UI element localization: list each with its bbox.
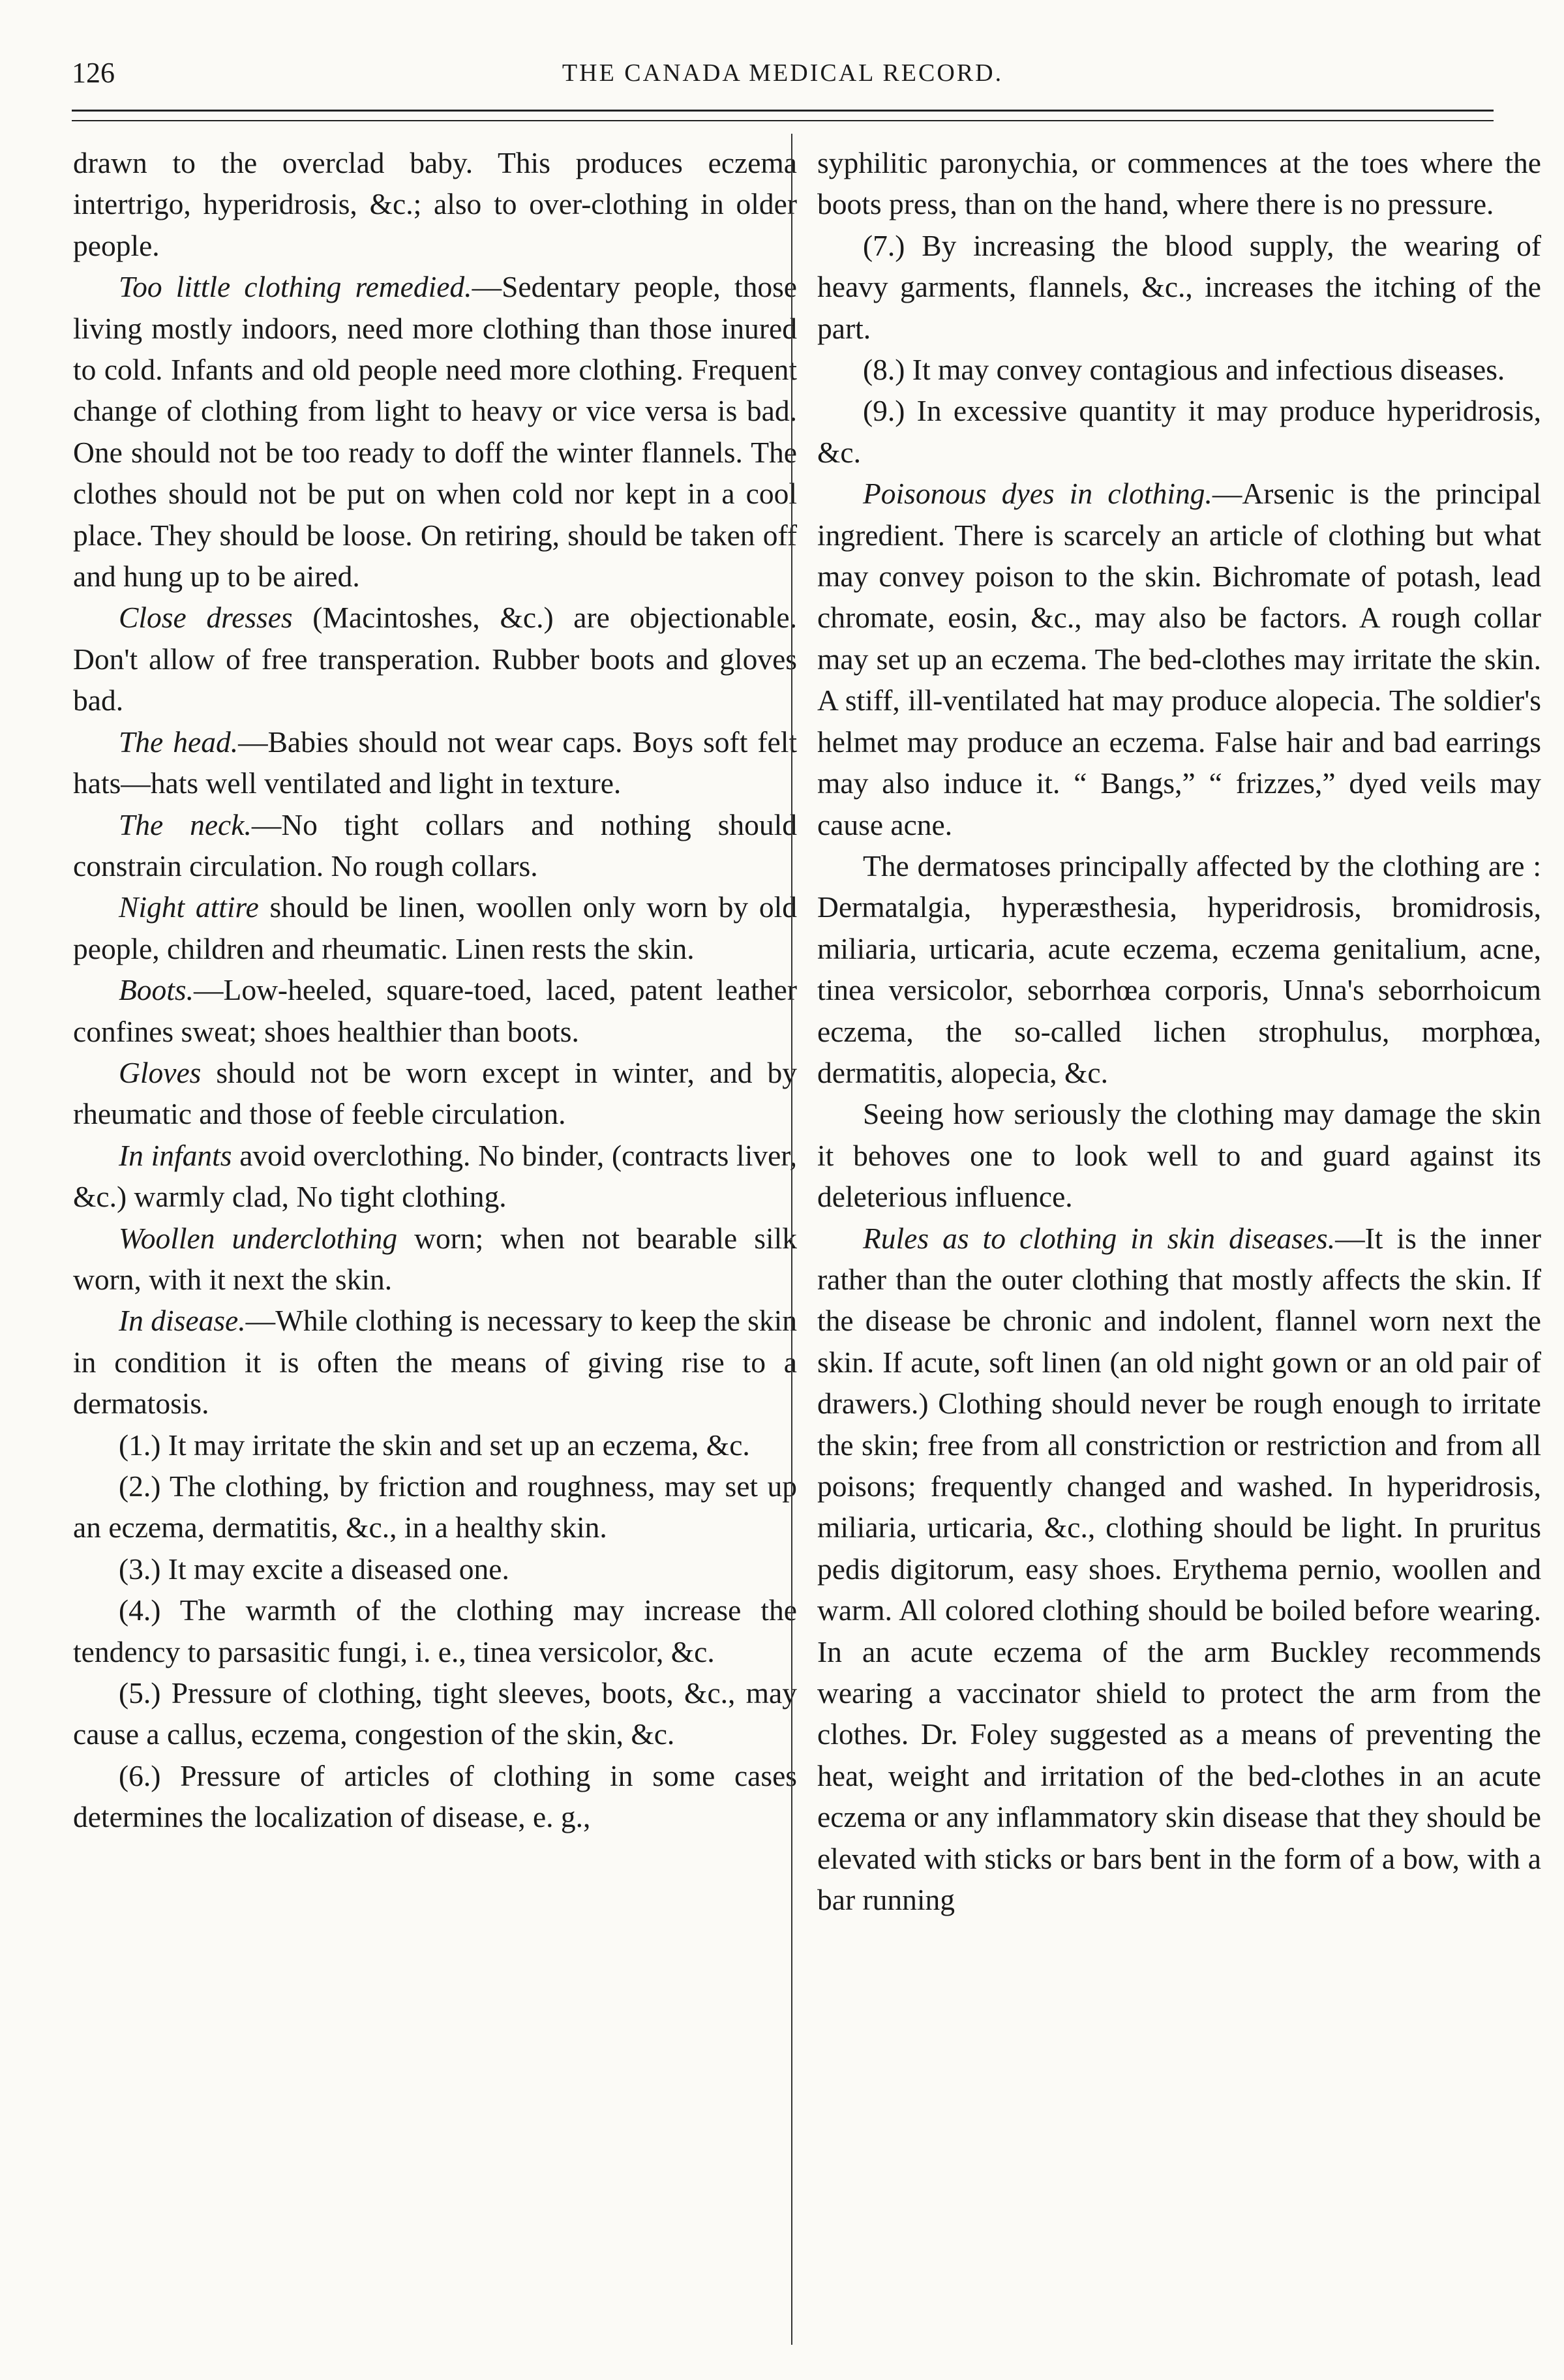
paragraph [73, 1424, 797, 1466]
paragraph-lead: The head. [119, 725, 239, 759]
paragraph-text: —Arsenic is the principal ingredient. There is scarcely an article of clothing but what may convey poison to the skin. Bichromate of potash, lead chromate, eosin, &c., may also be factors. A rough collar may set up an eczema. The bed-clothes may irritate the skin. A stiff, ill-ventilated hat may produce alopecia. The soldier's helmet may produce an eczema. False hair and bad earrings may also induce it. “ Bangs,” “ frizzes,” dyed veils may cause acne. [817, 477, 1541, 841]
paragraph-text: (7.) By increasing the blood supply, the wearing of heavy garments, flannels, &c., increases the itching of the part. [817, 228, 1541, 345]
paragraph-text: (2.) The clothing, by friction and roughness, may set up an eczema, dermatitis, &c., in a healthy skin. [73, 1469, 797, 1544]
paragraph [817, 225, 1541, 349]
paragraph [817, 142, 1541, 225]
paragraph [817, 473, 1541, 845]
paragraph [73, 721, 797, 804]
paragraph [73, 1135, 797, 1218]
paragraph-text: (Macintoshes, &c.) are objectionable. Don't allow of free transperation. Rubber boots and gloves bad. [73, 601, 797, 717]
paragraph [73, 1218, 797, 1301]
page-header [72, 56, 1494, 95]
paragraph [73, 266, 797, 597]
paragraph-lead: Gloves [119, 1055, 202, 1089]
paragraph-text: syphilitic paronychia, or commences at the toes where the boots press, than on the hand, where there is no pressure. [817, 146, 1541, 221]
paragraph [817, 1218, 1541, 1921]
paragraph [817, 349, 1541, 390]
paragraph [73, 1300, 797, 1424]
paragraph [817, 845, 1541, 1093]
paragraph-text: drawn to the overclad baby. This produces eczema intertrigo, hyperidrosis, &c.; also to over-clothing in older people. [73, 146, 797, 262]
paragraph-lead: Boots. [119, 973, 194, 1007]
paragraph-lead: The neck. [119, 807, 252, 841]
paragraph-text: should be linen, woollen only worn by old people, children and rheumatic. Linen rests the skin. [73, 890, 797, 965]
paragraph-text: —While clothing is necessary to keep the skin in condition it is often the means of giving rise to a dermatosis. [73, 1304, 797, 1421]
paragraph [73, 1755, 797, 1838]
paragraph-text: Seeing how seriously the clothing may damage the skin it behoves one to look well to and guard against its deleterious influence. [817, 1097, 1541, 1214]
paragraph-text: (8.) It may convey contagious and infectious diseases. [863, 353, 1505, 387]
paragraph-text: avoid overclothing. No binder, (contracts liver, &c.) warmly clad, No tight clothing. [73, 1138, 797, 1214]
paragraph [73, 142, 797, 266]
page-number: 126 [72, 57, 115, 89]
right-column [817, 142, 1541, 1920]
paragraph-text: (5.) Pressure of clothing, tight sleeves, boots, &c., may cause a callus, eczema, congestion of the skin, &c. [73, 1676, 797, 1751]
journal-title: THE CANADA MEDICAL RECORD. [562, 59, 1004, 87]
paragraph-text: —Sedentary people, those living mostly indoors, need more clothing than those inured to cold. Infants and old people need more clothing. Frequent change of clothing from light to heavy or vice versa is bad. One should not be too ready to doff the winter flannels. The clothes should not be put on when cold nor kept in a cool place. They should be loose. On retiring, should be taken off and hung up to be aired. [73, 270, 797, 594]
paragraph-text: (1.) It may irritate the skin and set up an eczema, &c. [119, 1428, 750, 1462]
paragraph-lead: Night attire [119, 890, 259, 924]
paragraph [73, 804, 797, 887]
paragraph-text: (6.) Pressure of articles of clothing in some cases determines the localization of disease, e. g., [73, 1758, 797, 1834]
header-rule-top [72, 110, 1494, 112]
paragraph [817, 1093, 1541, 1217]
paragraph-text: —It is the inner rather than the outer clothing that mostly affects the skin. If the disease be chronic and indolent, flannel worn next the skin. If acute, soft linen (an old night gown or an old pair of drawers.) Clothing should never be rough enough to irritate the skin; free from all constriction or restriction and from all poisons; frequently changed and washed. In hyperidrosis, miliaria, urticaria, &c., clothing should be light. In pruritus pedis digitorum, easy shoes. Erythema pernio, woollen and warm. All colored clothing should be boiled before wearing. In an acute eczema of the arm Buckley recommends wearing a vaccinator shield to protect the arm from the clothes. Dr. Foley suggested as a means of preventing the heat, weight and irritation of the bed-clothes in an acute eczema or any inflammatory skin disease that they should be elevated with sticks or bars bent in the form of a bow, with a bar running [817, 1221, 1541, 1917]
column-divider [791, 134, 792, 2345]
paragraph-text: —Low-heeled, square-toed, laced, patent leather confines sweat; shoes healthier than boots. [73, 973, 797, 1048]
paragraph [73, 1466, 797, 1548]
paragraph-lead: In infants [119, 1138, 232, 1172]
paragraph-text: —Babies should not wear caps. Boys soft felt hats—hats well ventilated and light in texture. [73, 725, 797, 800]
paragraph [817, 390, 1541, 473]
paragraph [73, 597, 797, 721]
paragraph-lead: Rules as to clothing in skin diseases. [863, 1221, 1336, 1255]
paragraph-lead: Too little clothing remedied. [119, 270, 472, 304]
paragraph-text: should not be worn except in winter, and by rheumatic and those of feeble circulation. [73, 1055, 797, 1131]
paragraph-text: worn; when not bearable silk worn, with it next the skin. [73, 1221, 797, 1296]
paragraph [73, 1589, 797, 1672]
paragraph-text: (4.) The warmth of the clothing may increase the tendency to parsasitic fungi, i. e., tinea versicolor, &c. [73, 1593, 797, 1668]
paragraph-lead: Poisonous dyes in clothing. [863, 477, 1212, 511]
paragraph [73, 1672, 797, 1755]
paragraph-lead: Woollen underclothing [119, 1221, 398, 1255]
paragraph [73, 969, 797, 1052]
paragraph [73, 1052, 797, 1135]
paragraph-text: (3.) It may excite a diseased one. [119, 1552, 509, 1586]
left-column [73, 142, 797, 1838]
paragraph-text: The dermatoses principally affected by the clothing are : Dermatalgia, hyperæsthesia, hyperidrosis, bromidrosis, miliaria, urticaria, acute eczema, eczema genitalium, acne, tinea versicolor, seborrhœa corporis, Unna's seborrhoicum eczema, the so-called lichen strophulus, morphœa, dermatitis, alopecia, &c. [817, 849, 1541, 1089]
paragraph-lead: In disease. [119, 1304, 246, 1338]
paragraph-lead: Close dresses [119, 601, 293, 635]
header-rule-bottom [72, 120, 1494, 121]
paragraph [73, 1548, 797, 1589]
paragraph-text: —No tight collars and nothing should constrain circulation. No rough collars. [73, 807, 798, 882]
paragraph-text: (9.) In excessive quantity it may produce hyperidrosis, &c. [817, 394, 1541, 469]
paragraph [73, 886, 797, 969]
